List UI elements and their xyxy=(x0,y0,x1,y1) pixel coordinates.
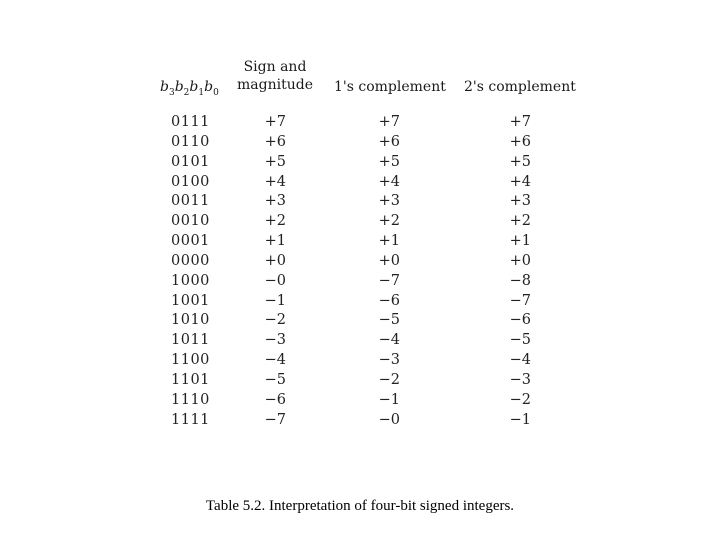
cell-ones-complement: +3 xyxy=(378,193,400,210)
cell-twos-complement: −6 xyxy=(509,312,531,329)
header-ones-complement: 1's complement xyxy=(334,79,446,95)
cell-sign-magnitude: −7 xyxy=(264,411,286,428)
cell-twos-complement: −5 xyxy=(509,332,531,349)
cell-bits: 1010 xyxy=(171,312,210,329)
table-row xyxy=(0,213,720,233)
table-row xyxy=(0,233,720,253)
cell-twos-complement: −4 xyxy=(509,352,531,369)
cell-ones-complement: +1 xyxy=(378,233,400,250)
table-row xyxy=(0,174,720,194)
cell-bits: 1101 xyxy=(171,371,210,388)
cell-ones-complement: +7 xyxy=(378,114,400,130)
cell-bits: 1100 xyxy=(171,352,210,369)
cell-sign-magnitude: −2 xyxy=(264,312,286,329)
table-caption: Table 5.2. Interpretation of four-bit signed integers. xyxy=(205,498,515,514)
header-sign-magnitude-line2: magnitude xyxy=(237,77,313,93)
cell-ones-complement: −7 xyxy=(378,272,400,289)
cell-twos-complement: +3 xyxy=(509,193,531,210)
cell-twos-complement: +0 xyxy=(509,252,531,269)
table-row xyxy=(0,412,720,432)
cell-bits: 1110 xyxy=(171,391,210,408)
cell-bits: 0010 xyxy=(171,213,210,230)
table-row xyxy=(0,193,720,213)
cell-ones-complement: −6 xyxy=(378,292,400,309)
cell-sign-magnitude: −0 xyxy=(264,272,286,289)
cell-ones-complement: −0 xyxy=(378,411,400,428)
cell-twos-complement: −2 xyxy=(509,391,531,408)
table-row xyxy=(0,352,720,372)
header-bits: $b_3b_2b_1b_0$ xyxy=(160,79,219,98)
table-row xyxy=(0,273,720,293)
cell-ones-complement: +0 xyxy=(378,252,400,269)
table-row xyxy=(0,312,720,332)
cell-bits: 0100 xyxy=(171,173,210,190)
table-row xyxy=(0,134,720,154)
cell-ones-complement: +5 xyxy=(378,153,400,170)
cell-sign-magnitude: −1 xyxy=(264,292,286,309)
cell-sign-magnitude: +4 xyxy=(264,173,286,190)
cell-twos-complement: +2 xyxy=(509,213,531,230)
cell-twos-complement: −8 xyxy=(509,272,531,289)
cell-ones-complement: −5 xyxy=(378,312,400,329)
cell-bits: 1011 xyxy=(171,332,210,349)
table-row xyxy=(0,114,720,134)
cell-ones-complement: +4 xyxy=(378,173,400,190)
cell-sign-magnitude: +5 xyxy=(264,153,286,170)
cell-sign-magnitude: +2 xyxy=(264,213,286,230)
cell-ones-complement: −1 xyxy=(378,391,400,408)
cell-ones-complement: +2 xyxy=(378,213,400,230)
cell-bits: 1111 xyxy=(171,411,210,428)
cell-ones-complement: +6 xyxy=(378,133,400,150)
cell-twos-complement: +5 xyxy=(509,153,531,170)
cell-bits: 0011 xyxy=(171,193,210,210)
table-row xyxy=(0,372,720,392)
header-sign-magnitude-line1: Sign and xyxy=(243,59,307,75)
cell-twos-complement: −7 xyxy=(509,292,531,309)
header-sign-magnitude xyxy=(236,58,314,94)
cell-bits: 1000 xyxy=(171,272,210,289)
cell-twos-complement: +1 xyxy=(509,233,531,250)
cell-twos-complement: +7 xyxy=(509,114,531,130)
cell-ones-complement: −4 xyxy=(378,332,400,349)
cell-ones-complement: −3 xyxy=(378,352,400,369)
cell-twos-complement: +6 xyxy=(509,133,531,150)
cell-sign-magnitude: −3 xyxy=(264,332,286,349)
cell-sign-magnitude: +1 xyxy=(264,233,286,250)
table-row xyxy=(0,253,720,273)
cell-twos-complement: −1 xyxy=(509,411,531,428)
cell-bits: 0111 xyxy=(171,114,210,130)
cell-sign-magnitude: −4 xyxy=(264,352,286,369)
cell-twos-complement: +4 xyxy=(509,173,531,190)
table-row xyxy=(0,332,720,352)
cell-bits: 0001 xyxy=(171,233,210,250)
cell-sign-magnitude: +3 xyxy=(264,193,286,210)
cell-sign-magnitude: +6 xyxy=(264,133,286,150)
cell-bits: 0101 xyxy=(171,153,210,170)
cell-sign-magnitude: −6 xyxy=(264,391,286,408)
table-body xyxy=(0,114,720,432)
header-twos-complement: 2's complement xyxy=(464,79,576,95)
table-row xyxy=(0,392,720,412)
cell-sign-magnitude: +7 xyxy=(264,114,286,130)
cell-twos-complement: −3 xyxy=(509,371,531,388)
cell-bits: 1001 xyxy=(171,292,210,309)
cell-sign-magnitude: −5 xyxy=(264,371,286,388)
table-row xyxy=(0,154,720,174)
cell-ones-complement: −2 xyxy=(378,371,400,388)
table-row xyxy=(0,293,720,313)
cell-sign-magnitude: +0 xyxy=(264,252,286,269)
cell-bits: 0110 xyxy=(171,133,210,150)
cell-bits: 0000 xyxy=(171,252,210,269)
